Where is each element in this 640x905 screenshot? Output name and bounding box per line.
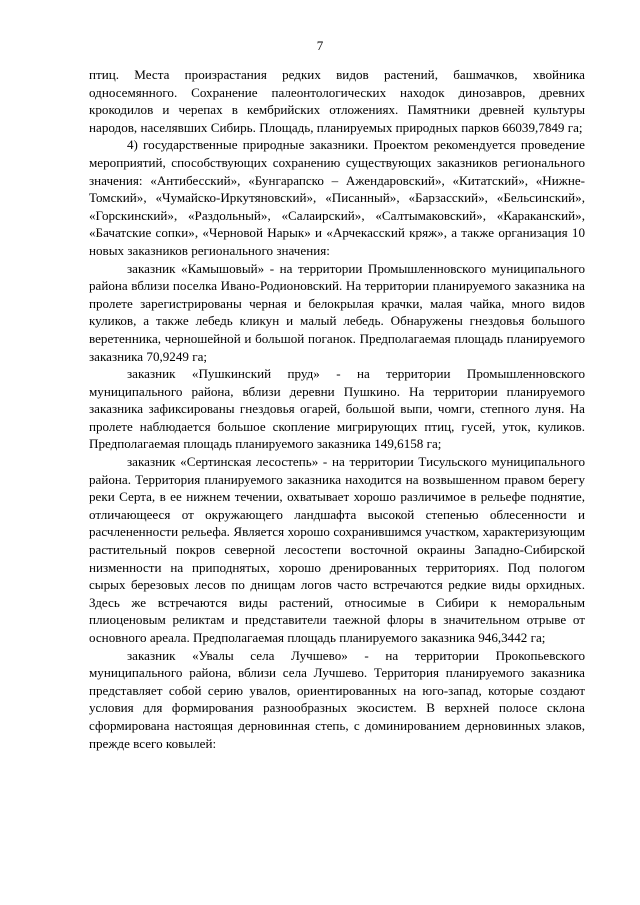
paragraph-intro-continuation: птиц. Места произрастания редких видов растений, башмачков, хвойника односемянного. Сохранение палеонтологических находок динозавров, древних крокодилов и черепах в кембрийских отложениях. Памятники древней культуры народов, населявших Сибирь. Площадь, планируемых природных парков 66039,7849 га; — [89, 67, 585, 135]
paragraph-reserve-sertinskaya-lesostep: заказник «Сертинская лесостепь» - на территории Тисульского муниципального района. Территория планируемого заказника находится на возвышенном правом берегу реки Серта, в ее нижнем течении, охватывает хорошо различимое в рельефе поднятие, отличающееся от окружающего ландшафта высокой степенью облесенности и расчлененности рельефа. Является хорошо сохранившимся участком, характеризующим растительный покров северной лесостепи восточной окраины Западно-Сибирской низменности на приподнятых, хорошо дренированных территориях. Под пологом сырых березовых лесов по днищам логов часто встречаются редкие виды орхидных. Здесь же встречаются виды растений, относимые в Сибири к неморальным плиоценовым реликтам и представители таежной флоры в значительном отрыве от основного ареала. Предполагаемая площадь планируемого заказника 946,3442 га; — [89, 454, 585, 645]
body-text — [89, 66, 585, 752]
page-number: 7 — [316, 38, 324, 53]
paragraph-reserve-uvaly-luchshevo: заказник «Увалы села Лучшево» - на территории Прокопьевского муниципального района, вблизи села Лучшево. Территория планируемого заказника представляет собой серию увалов, ориентированных на юго-запад, которые создают условия для формирования разнообразных экосистем. В верхней полосе склона сформирована настоящая дерновинная степь, с доминированием дерновинных злаков, прежде всего ковылей: — [89, 647, 585, 751]
paragraph-nature-reserves: 4) государственные природные заказники. Проектом рекомендуется проведение мероприятий, способствующих сохранению существующих заказников регионального значения: «Антибесский», «Бунгарапско – Ажендаровский», «Китатский», «Нижне-Томский», «Чумайско-Иркутяновский», «Писанный», «Барзасский», «Бельсинский», «Горскинский», «Раздольный», «Салаирский», «Салтымаковский», «Караканский», «Бачатские сопки», «Черновой Нарык» и «Арчекасский кряж», а также организация 10 новых заказников регионального значения: — [89, 137, 585, 258]
paragraph-reserve-pushkinsky-prud: заказник «Пушкинский пруд» - на территории Промышленновского муниципального района, вблизи деревни Пушкино. На территории планируемого заказника зафиксированы гнездовья огарей, большой выпи, чомги, степного луня. На пролете наблюдается большое скопление мигрирующих птиц, гусей, уток, куликов. Предполагаемая площадь планируемого заказника 149,6158 га; — [89, 366, 585, 452]
paragraph-reserve-kamyshovy: заказник «Камышовый» - на территории Промышленновского муниципального района вблизи поселка Ивано-Родионовский. На территории планируемого заказника на пролете зарегистрированы черная и белокрылая крачки, малая чайка, много видов куликов, а также лебедь кликун и малый лебедь. Обнаружены гнездовья большого веретенника, черношейной и большой поганок. Предполагаемая площадь планируемого заказника 70,9249 га; — [89, 260, 585, 364]
